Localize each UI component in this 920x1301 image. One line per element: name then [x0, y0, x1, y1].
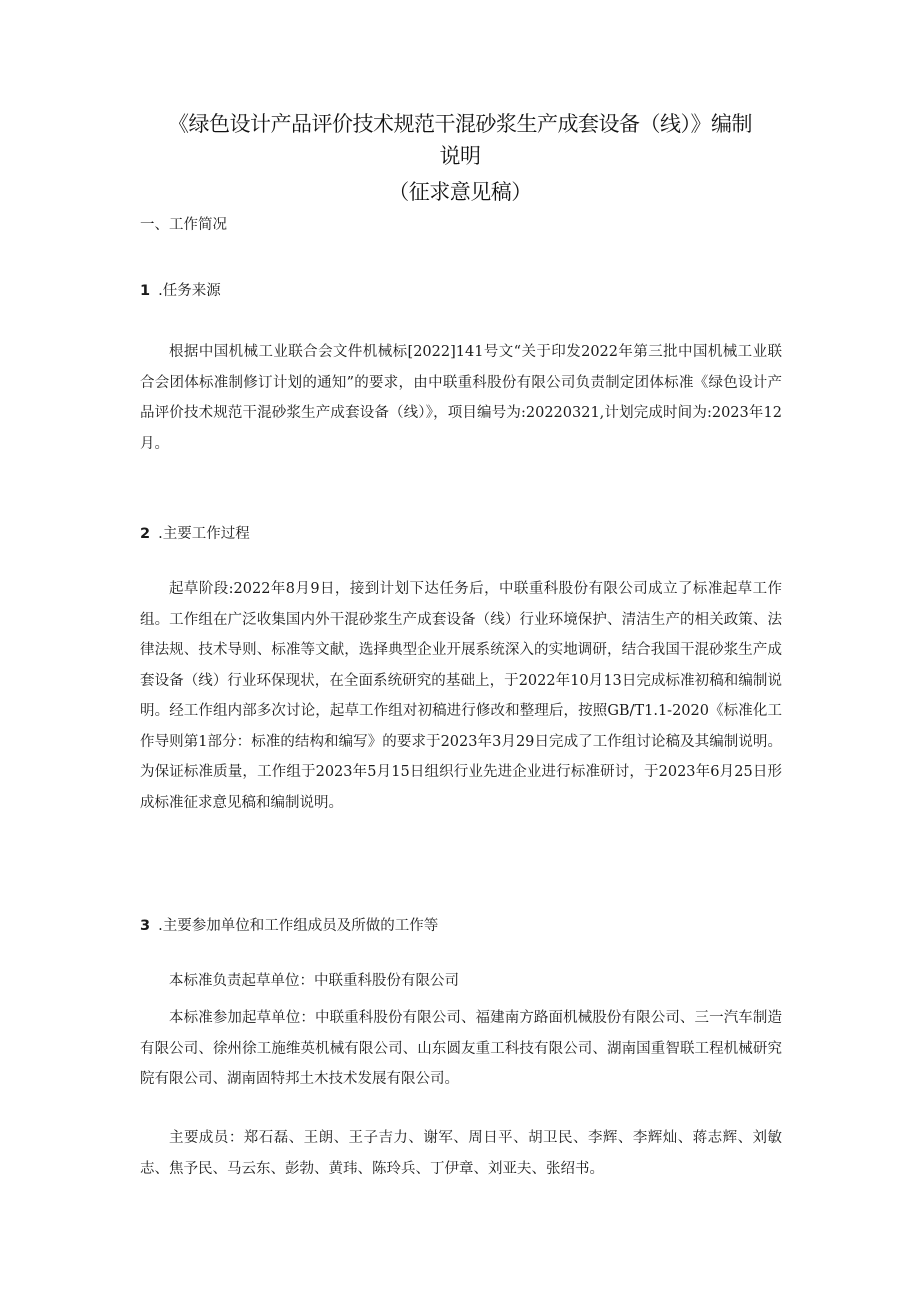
- section-number: 2: [140, 526, 151, 542]
- paragraph-participating-units: 本标准参加起草单位：中联重科股份有限公司、福建南方路面机械股份有限公司、三一汽车制造有限公司、徐州徐工施维英机械有限公司、山东圆友重工科技有限公司、湖南国重智联工程机械研究院有限公司、湖南固特邦土木技术发展有限公司。: [140, 1010, 782, 1087]
- section-heading-overview: 一、工作简况: [140, 217, 227, 233]
- document-title-line-2: 说明: [439, 144, 481, 168]
- section-label: .主要参加单位和工作组成员及所做的工作等: [158, 918, 439, 934]
- paragraph-members: 主要成员：郑石磊、王朗、王子吉力、谢军、周日平、胡卫民、李辉、李辉灿、蒋志辉、刘敏志、焦予民、马云东、彭勃、黄玮、陈玲兵、丁伊章、刘亚夫、张绍书。: [140, 1130, 782, 1177]
- document-subtitle: （征求意见稿）: [388, 180, 532, 204]
- paragraph-lead-unit: 本标准负责起草单位：中联重科股份有限公司: [169, 973, 459, 989]
- document-title-line-1: 《绿色设计产品评价技术规范干混砂浆生产成套设备（线）》编制: [168, 112, 752, 136]
- section-number: 3: [140, 918, 151, 934]
- section-heading-work-process: [140, 522, 250, 543]
- section-heading-participants: [140, 914, 438, 935]
- section-number: 1: [140, 283, 151, 299]
- paragraph-task-source: 根据中国机械工业联合会文件机械标[2022]141号文“关于印发2022年第三批中国机械工业联合会团体标准制修订计划的通知”的要求，由中联重科股份有限公司负责制定团体标准《绿色设计产品评价技术规范干混砂浆生产成套设备（线）》，项目编号为:20220321,计划完成时间为:2023年12月。: [140, 344, 782, 452]
- section-heading-task-source: [140, 279, 221, 300]
- section-label: .主要工作过程: [158, 526, 250, 542]
- paragraph-work-process: 起草阶段:2022年8月9日，接到计划下达任务后，中联重科股份有限公司成立了标准起草工作组。工作组在广泛收集国内外干混砂浆生产成套设备（线）行业环境保护、清洁生产的相关政策、法律法规、技术导则、标准等文献，选择典型企业开展系统深入的实地调研，结合我国干混砂浆生产成套设备（线）行业环保现状，在全面系统研究的基础上，于2022年10月13日完成标准初稿和编制说明。经工作组内部多次讨论，起草工作组对初稿进行修改和整理后，按照GB/T1.1-2020《标准化工作导则第1部分：标准的结构和编写》的要求于2023年3月29日完成了工作组讨论稿及其编制说明。为保证标准质量，工作组于2023年5月15日组织行业先进企业进行标准研讨，于2023年6月25日形成标准征求意见稿和编制说明。: [140, 581, 782, 811]
- section-label: .任务来源: [158, 283, 221, 299]
